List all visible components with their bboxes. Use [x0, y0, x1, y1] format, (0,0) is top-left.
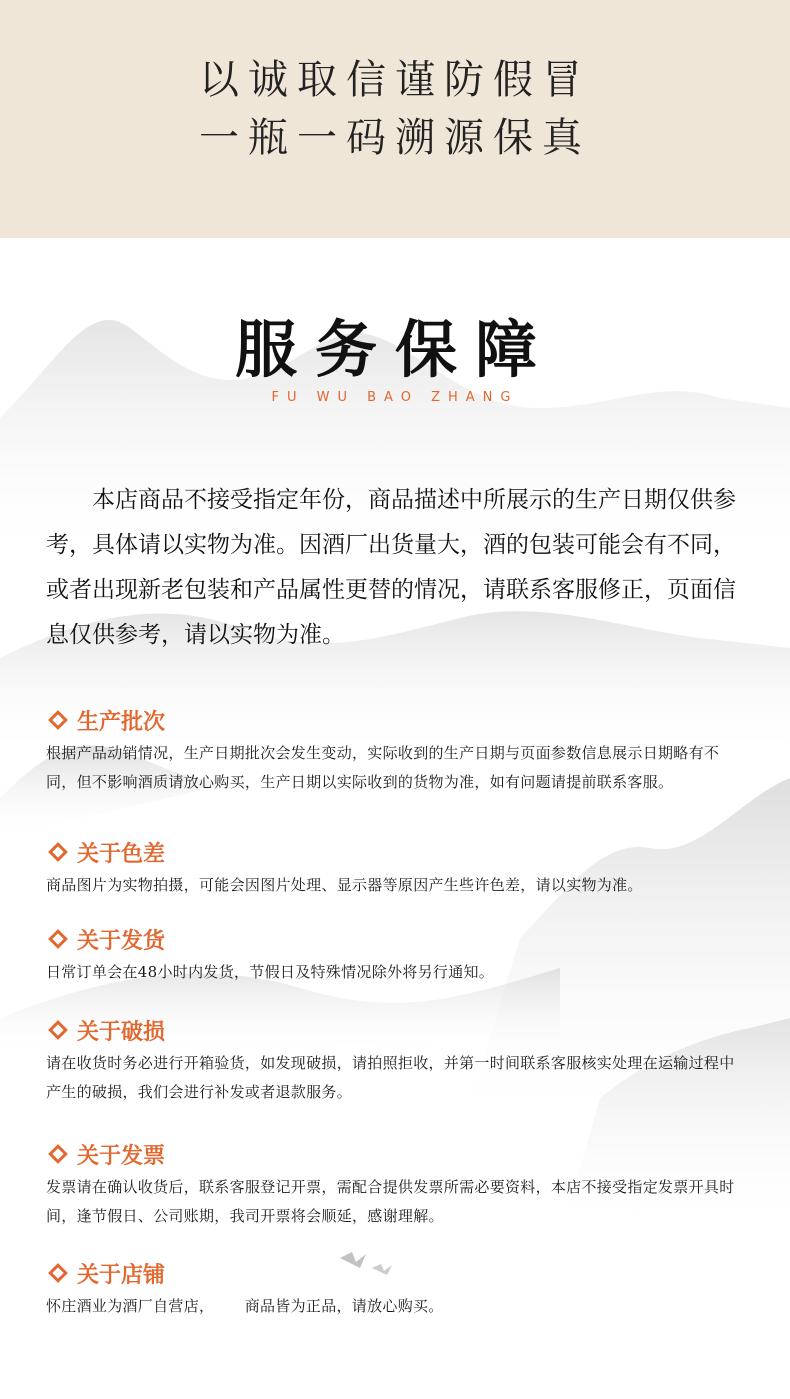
section-title: 关于破损: [77, 1018, 166, 1045]
section-body: 日常订单会在48小时内发货，节假日及特殊情况除外将另行通知。: [46, 963, 495, 981]
section-body: 发票请在确认收货后，联系客服登记开票，需配合提供发票所需必要资料，本店不接受指定发票开具时间，逢节假日、公司账期，我司开票将会顺延，感谢理解。: [46, 1178, 735, 1225]
banner-slogan-line-1: 以诚取信谨防假冒: [199, 57, 591, 103]
section-header: [46, 1013, 746, 1047]
page-title: 服务保障: [234, 313, 555, 386]
section-header: [46, 1256, 746, 1290]
section-shipping: [46, 922, 746, 987]
section-header: [46, 703, 746, 737]
diamond-icon: [48, 929, 68, 949]
section-color-difference: [46, 835, 746, 900]
section-header: [46, 1137, 746, 1171]
section-invoice: [46, 1137, 746, 1231]
page-subtitle-pinyin: FU WU BAO ZHANG: [271, 390, 519, 405]
section-title: 生产批次: [77, 708, 166, 735]
diamond-icon: [48, 1020, 68, 1040]
banner-slogan-line-2: 一瓶一码溯源保真: [199, 115, 591, 161]
intro-paragraph: 本店商品不接受指定年份，商品描述中所展示的生产日期仅供参考，具体请以实物为准。因酒厂出货量大，酒的包装可能会有不同， 或者出现新老包装和产品属性更替的情况，请联系客服修正，页面信息仅供参考，请以实物为准。: [46, 487, 736, 648]
section-store: [46, 1256, 746, 1321]
section-body: 怀庄酒业为酒厂自营店， 商品皆为正品，请放心购买。: [46, 1297, 444, 1315]
section-body: 商品图片为实物拍摄，可能会因图片处理、显示器等原因产生些许色差，请以实物为准。: [46, 876, 643, 894]
section-header: [46, 922, 746, 956]
section-damage: [46, 1013, 746, 1107]
section-title: 关于色差: [77, 840, 166, 867]
section-production-batch: [46, 703, 746, 797]
diamond-icon: [48, 1263, 68, 1283]
diamond-icon: [48, 842, 68, 862]
section-body: 请在收货时务必进行开箱验货，如发现破损，请拍照拒收，并第一时间联系客服核实处理在运输过程中产生的破损，我们会进行补发或者退款服务。: [46, 1054, 735, 1101]
section-title: 关于发货: [77, 927, 166, 954]
diamond-icon: [48, 1144, 68, 1164]
section-header: [46, 835, 746, 869]
diamond-icon: [48, 710, 68, 730]
section-title: 关于发票: [77, 1142, 166, 1169]
section-body: 根据产品动销情况，生产日期批次会发生变动，实际收到的生产日期与页面参数信息展示日期略有不同，但不影响酒质请放心购买，生产日期以实际收到的货物为准，如有问题请提前联系客服。: [46, 744, 720, 791]
section-title: 关于店铺: [77, 1261, 166, 1288]
top-banner: [0, 0, 790, 238]
